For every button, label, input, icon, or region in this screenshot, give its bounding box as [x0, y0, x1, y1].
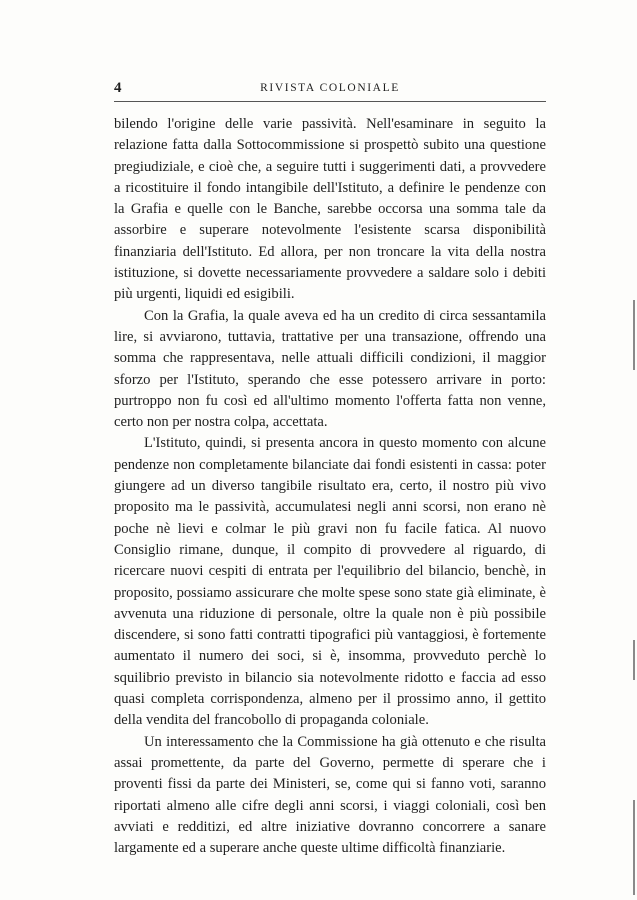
scan-edge-mark	[633, 640, 635, 680]
scan-edge-mark	[633, 800, 635, 895]
paragraph-3: L'Istituto, quindi, si presenta ancora in questo momento con alcune pendenze non completamente bilanciate dai fondi esistenti in cassa: poter giungere ad un diverso tangibile risultato era, certo, il nostro più vivo proposito ma le passività, accumulatesi negli anni scorsi, non erano nè poche nè lievi e colmar le più gravi non fu facile fatica. Al nuovo Consiglio rimane, dunque, il compito di provvedere al riguardo, di ricercare nuovi cespiti di entrata per l'equilibrio del bilancio, benchè, in proposito, possiamo assicurare che molte spese sono state già eliminate, è avvenuta una riduzione di personale, oltre la quale non è più possibile discendere, si sono fatti contratti tipografici più vantaggiosi, è fortemente aumentato il numero dei soci, si è, insomma, provveduto perchè lo squilibrio previsto in bilancio sia notevolmente ridotto e faccia ad esso quasi completa corrispondenza, almeno per il prossimo anno, il gettito della vendita del francobollo di propaganda coloniale.	[114, 435, 546, 729]
running-title: RIVISTA COLONIALE	[260, 82, 400, 94]
paragraph-2: Con la Grafia, la quale aveva ed ha un credito di circa sessantamila lire, si avviarono, tuttavia, trattative per una transazione, offrendo una somma che rappresentava, nelle attuali difficili condizioni, il maggior sforzo per l'Istituto, sperando che esse potessero arrivare in porto: purtroppo non fu così ed all'ultimo momento l'offerta fatta non venne, certo non per nostra colpa, accettata.	[114, 307, 546, 431]
header-rule	[114, 101, 546, 102]
body-text	[114, 114, 546, 859]
paragraph-4: Un interessamento che la Commissione ha già ottenuto e che risulta assai promettente, da parte del Governo, permette di sperare che i proventi fissi da parte dei Ministeri, se, come qui si fanno voti, saranno riportati almeno alle cifre degli anni scorsi, i viaggi coloniali, così ben avviati e redditizi, ed altre iniziative dovranno concorrere a sanare largamente ed a superare anche queste ultime difficoltà finanziarie.	[114, 733, 546, 857]
page-number: 4	[114, 80, 122, 96]
scan-edge-mark	[633, 300, 635, 370]
page-header	[114, 80, 546, 102]
paragraph-1: bilendo l'origine delle varie passività. Nell'esaminare in seguito la relazione fatta dalla Sottocommissione si prospettò subito una questione pregiudiziale, e cioè che, a seguire tutti i suggerimenti dati, a provvedere a ricostituire il fondo intangibile dell'Istituto, a definire le pendenze con la Grafia e quelle con le Banche, sarebbe occorsa una somma tale da assorbire e superare notevolmente l'esistente scarsa disponibilità finanziaria dell'Istituto. Ed allora, per non troncare la vita della nostra istituzione, si dovette necessariamente provvedere a saldare solo i debiti più urgenti, liquidi ed esigibili.	[114, 116, 546, 303]
